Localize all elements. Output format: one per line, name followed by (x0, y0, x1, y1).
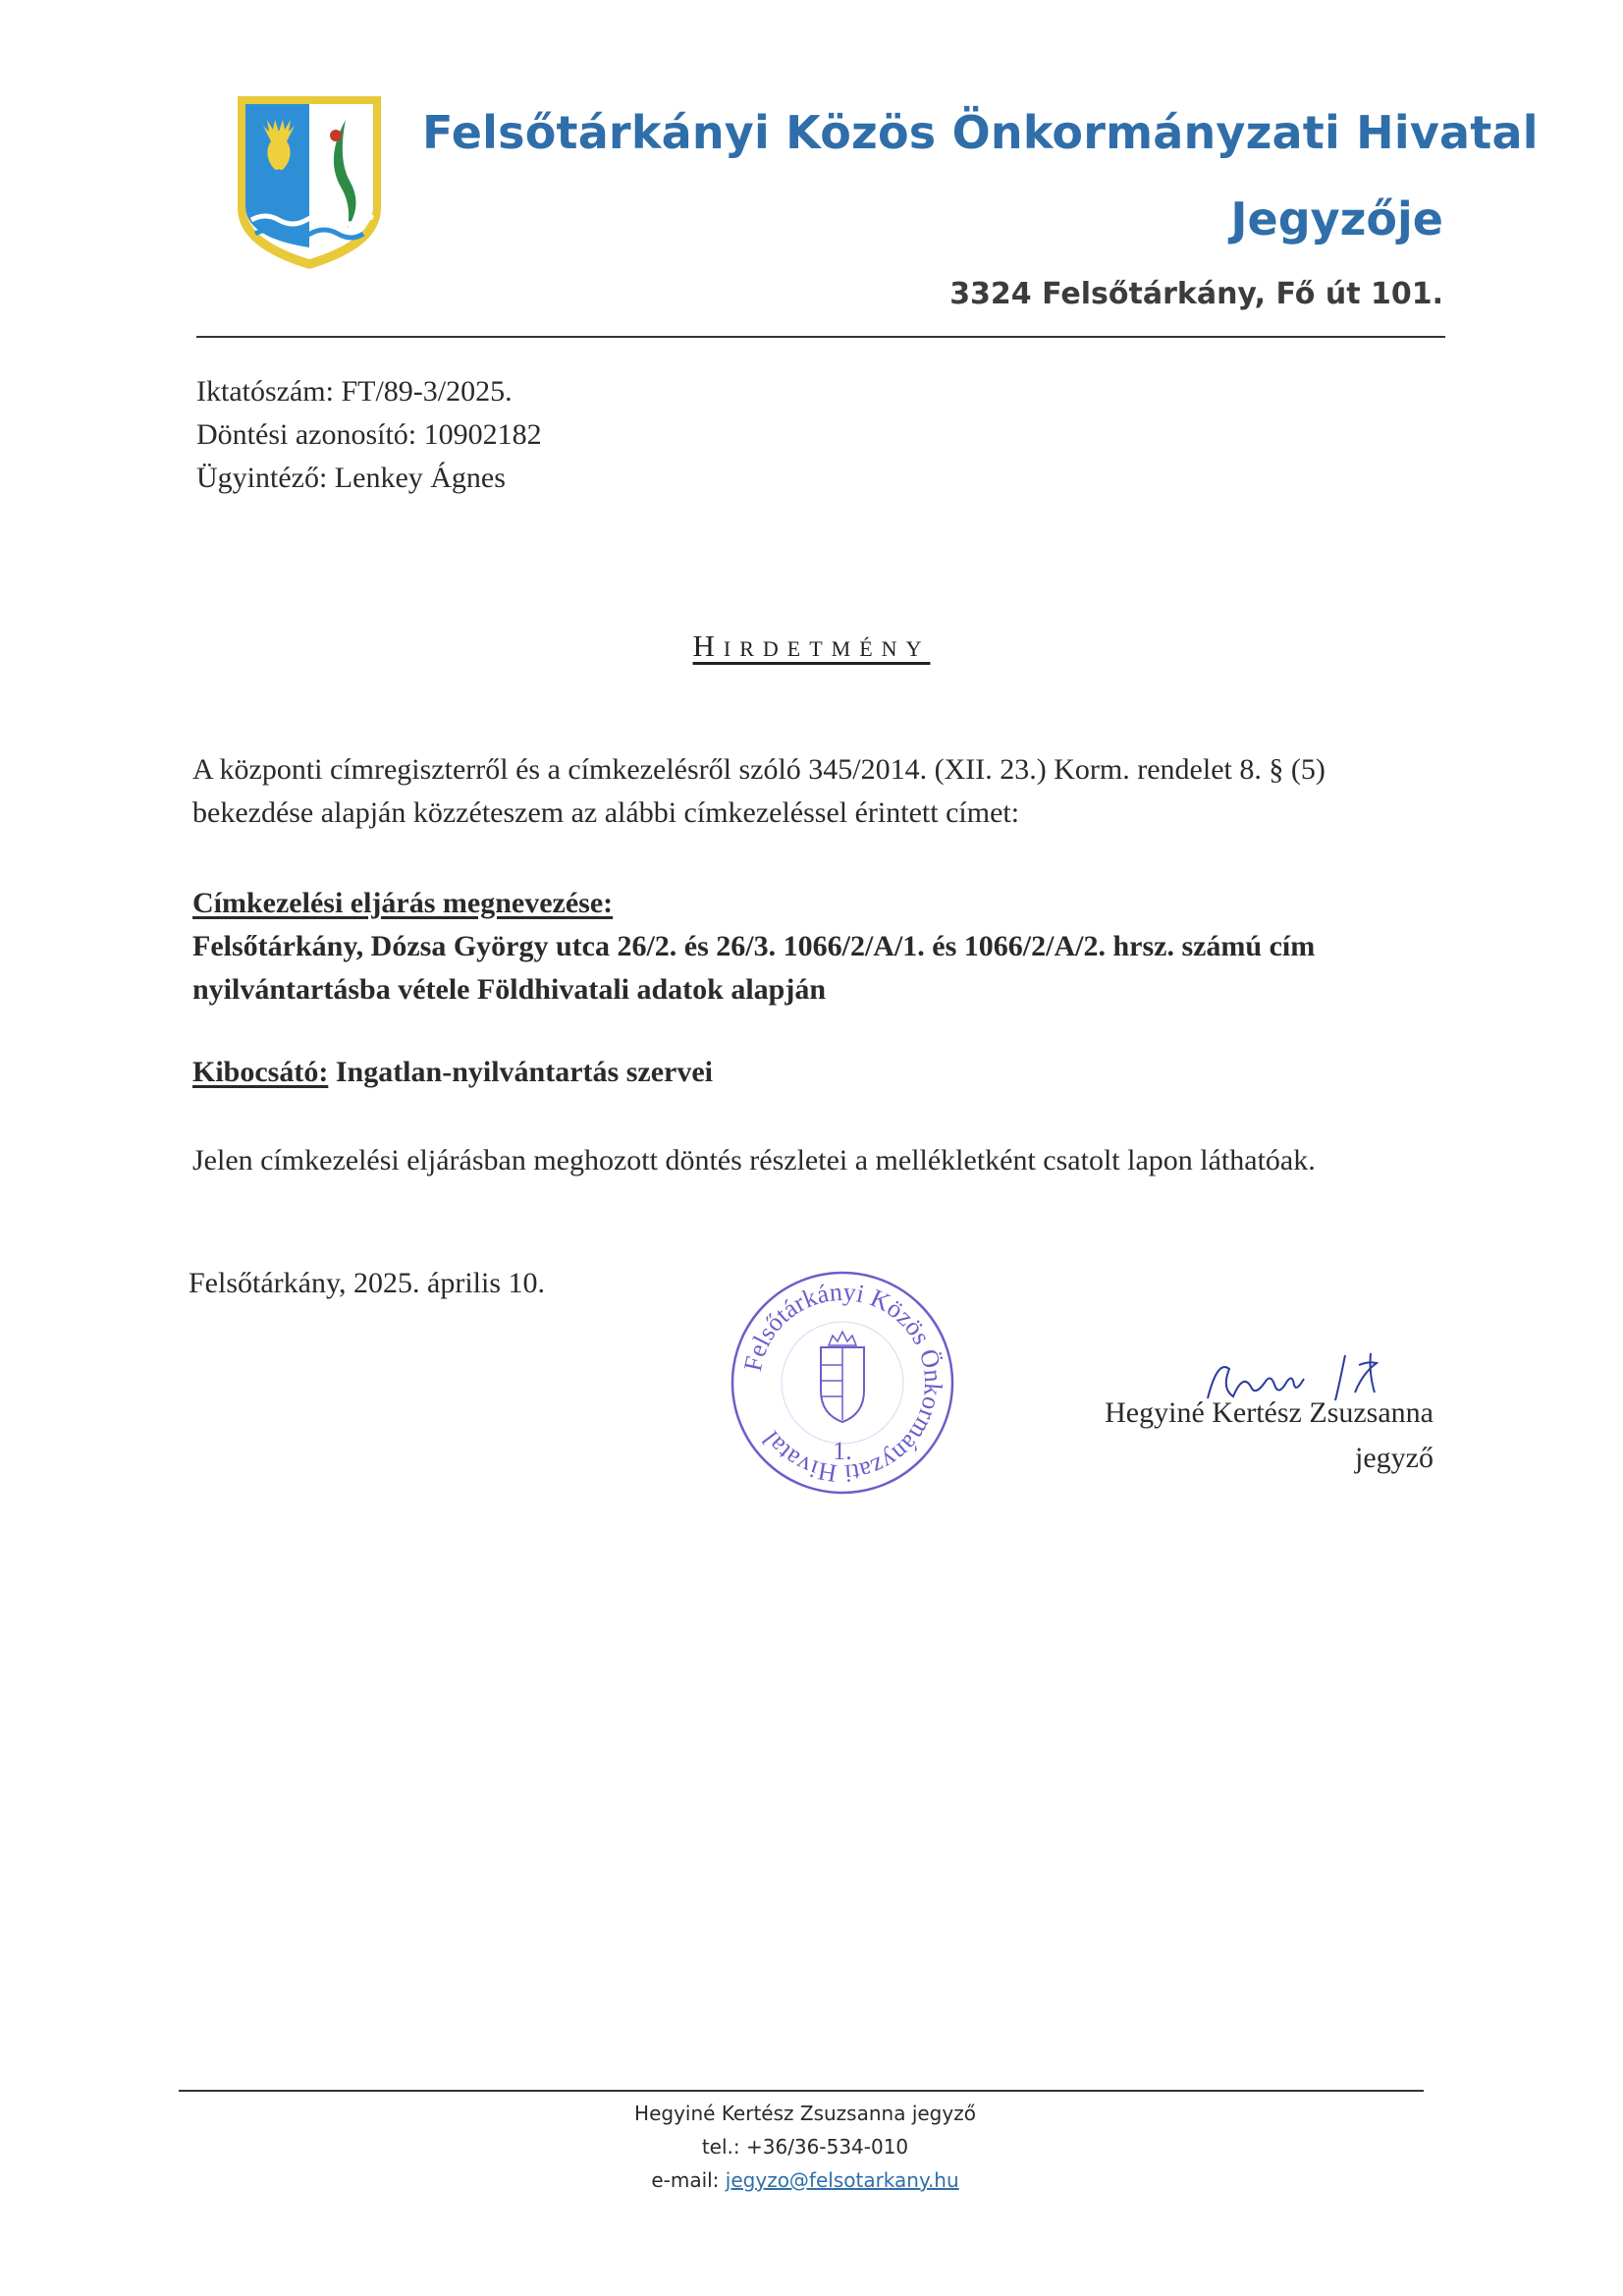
issuer-value: Ingatlan-nyilvántartás szervei (335, 1056, 713, 1088)
footer-contact-name: Hegyiné Kertész Zsuzsanna jegyző (634, 2102, 976, 2125)
signer-name: Hegyiné Kertész Zsuzsanna (1105, 1396, 1434, 1429)
stamp-ring-text: Felsőtárkányi Közös Önkormányzati Hivatal (737, 1277, 948, 1489)
header-divider (196, 336, 1445, 338)
signer-title: jegyző (1355, 1442, 1434, 1474)
organization-role: Jegyzője (1230, 192, 1443, 246)
footer-email-link[interactable]: jegyzo@felsotarkany.hu (725, 2168, 959, 2192)
place-and-date: Felsőtárkány, 2025. április 10. (189, 1267, 546, 1299)
procedure-text: Felsőtárkány, Dózsa György utca 26/2. és 26/3. 1066/2/A/1. és 1066/2/A/2. hrsz. számú cím nyilvántartásba vétele Földhivatali adatok alapján (192, 930, 1316, 1006)
stamp-number: 1. (833, 1437, 852, 1465)
procedure-label: Címkezelési eljárás megnevezése: (192, 887, 614, 919)
document-title-text: Hirdetmény (692, 629, 931, 663)
coat-of-arms-icon (232, 90, 387, 275)
organization-address: 3324 Felsőtárkány, Fő út 101. (949, 277, 1443, 311)
case-officer: Ügyintéző: Lenkey Ágnes (196, 462, 506, 494)
document-title (589, 629, 1034, 664)
footer-divider (179, 2090, 1424, 2092)
organization-name: Felsőtárkányi Közös Önkormányzati Hivatal (422, 106, 1539, 159)
official-stamp (727, 1267, 958, 1499)
decision-id: Döntési azonosító: 10902182 (196, 418, 542, 451)
footer-phone: tel.: +36/36-534-010 (701, 2135, 909, 2159)
file-number: Iktatószám: FT/89-3/2025. (196, 375, 513, 408)
footer-email-line (491, 2168, 1119, 2192)
issuer-line (192, 1051, 1449, 1094)
intro-paragraph: A központi címregiszterről és a címkezelésről szóló 345/2014. (XII. 23.) Korm. rendelet 8. § (5) bekezdése alapján közzéteszem az alábbi címkezeléssel érintett címet: (192, 753, 1325, 829)
issuer-label: Kibocsátó: (192, 1056, 329, 1088)
footer-email-label: e-mail: (651, 2168, 720, 2192)
details-paragraph: Jelen címkezelési eljárásban meghozott döntés részletei a mellékletként csatolt lapon láthatóak. (192, 1144, 1316, 1176)
